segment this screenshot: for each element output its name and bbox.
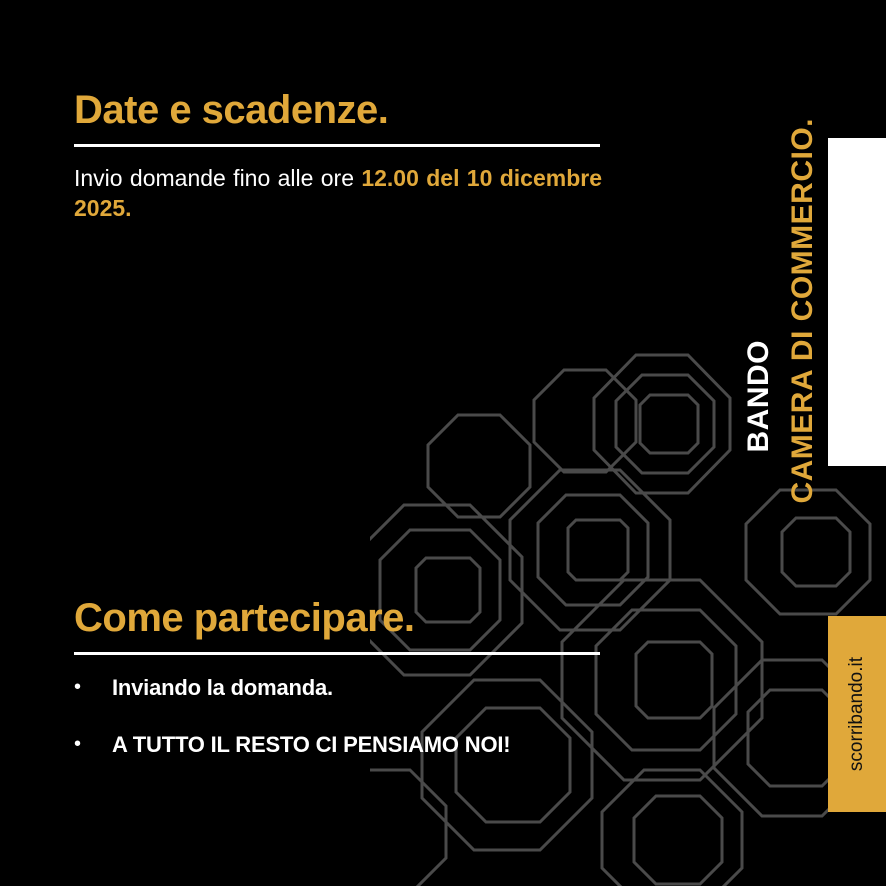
- site-url-tab[interactable]: [828, 616, 886, 812]
- white-panel-decoration: [828, 138, 886, 466]
- site-url-text: scorribando.it: [846, 656, 867, 772]
- bullet-marker-icon: •: [74, 676, 82, 698]
- bullet-text: A TUTTO IL RESTO CI PENSIAMO NOI!: [112, 731, 511, 757]
- label-bando: BANDO: [742, 340, 775, 453]
- section-dates: [74, 90, 602, 224]
- participate-divider: [74, 652, 600, 655]
- bullet-text: Inviando la domanda.: [112, 675, 333, 700]
- label-camera-di-commercio: CAMERA DI COMMERCIO.: [786, 118, 819, 504]
- site-url-tab-inner: [828, 616, 886, 812]
- participate-heading-dot: .: [403, 596, 415, 640]
- dates-body: [74, 163, 602, 224]
- participate-bullet-list: [74, 673, 602, 761]
- list-item: [74, 673, 602, 704]
- dates-heading: [74, 90, 602, 130]
- dates-body-prefix: Invio domande fino alle ore: [74, 165, 362, 191]
- list-item: [74, 730, 602, 761]
- dates-divider: [74, 144, 600, 147]
- participate-heading: [74, 598, 602, 638]
- section-participate: [74, 598, 602, 787]
- dates-body-highlight: 12.00 del 10 dicembre 2025.: [74, 165, 602, 222]
- participate-heading-text: Come partecipare: [74, 596, 404, 640]
- dates-heading-text: Date e scadenze: [74, 88, 378, 132]
- bullet-marker-icon: •: [74, 732, 82, 755]
- dates-heading-dot: .: [377, 88, 389, 132]
